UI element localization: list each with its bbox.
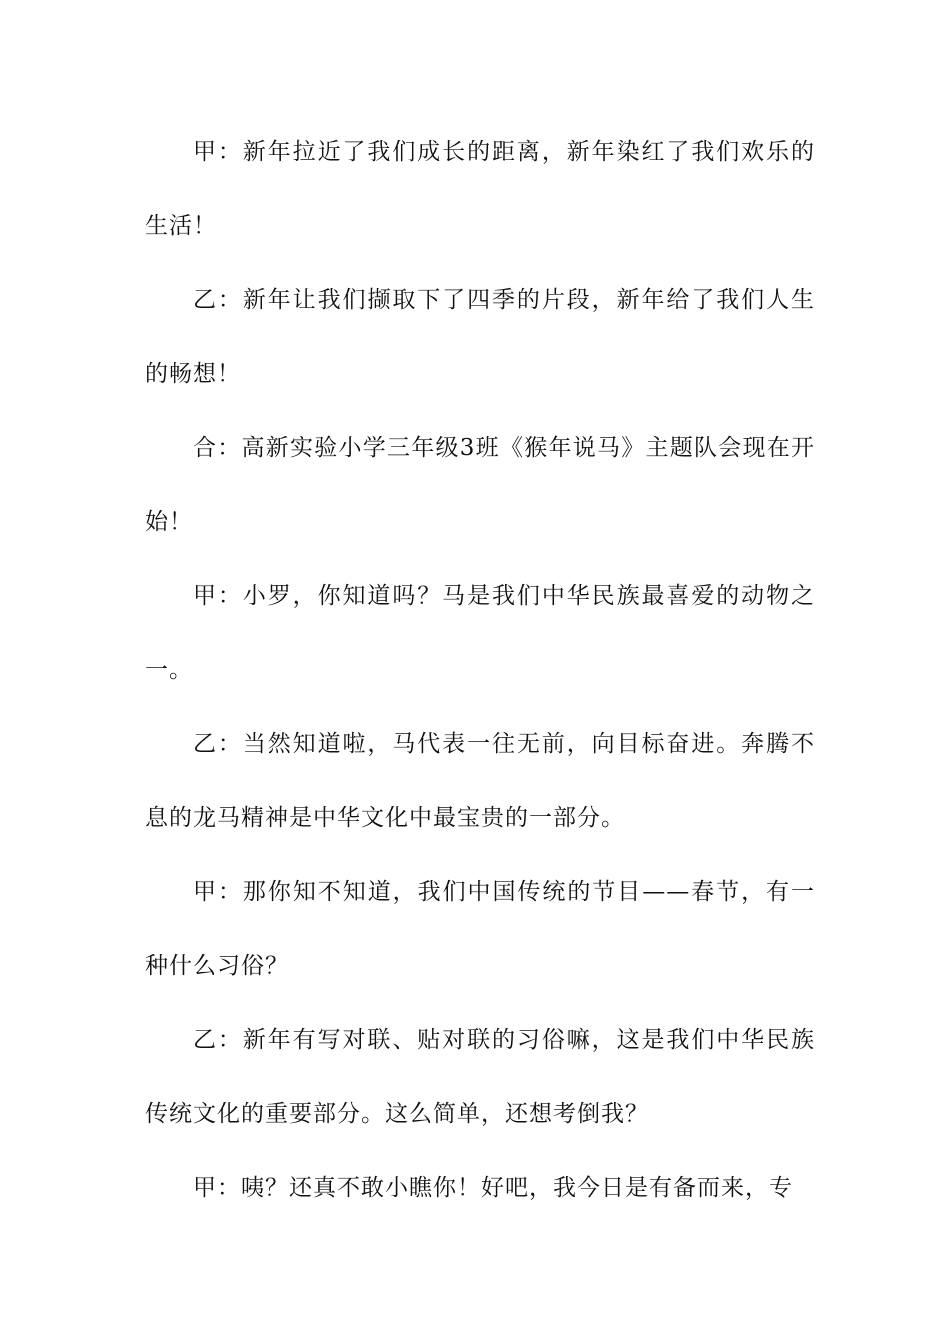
dialogue-paragraph: 甲：小罗，你知道吗？马是我们中华民族最喜爱的动物之一。 [145,583,815,683]
dialogue-paragraph: 乙：新年让我们撷取下了四季的片段，新年给了我们人生的畅想！ [145,287,815,387]
dialogue-paragraph: 合：高新实验小学三年级3班《猴年说马》主题队会现在开始！ [145,435,815,535]
dialogue-paragraph: 乙：当然知道啦，马代表一往无前，向目标奋进。奔腾不息的龙马精神是中华文化中最宝贵的一部分。 [145,731,815,831]
dialogue-paragraph: 乙：新年有写对联、贴对联的习俗嘛，这是我们中华民族传统文化的重要部分。这么简单，还想考倒我？ [145,1027,815,1127]
dialogue-paragraph: 甲：新年拉近了我们成长的距离，新年染红了我们欢乐的生活！ [145,139,815,239]
dialogue-paragraph: 甲：咦？还真不敢小瞧你！好吧，我今日是有备而来，专 [193,1175,793,1201]
dialogue-paragraph: 甲：那你知不知道，我们中国传统的节目——春节，有一种什么习俗？ [145,879,815,979]
